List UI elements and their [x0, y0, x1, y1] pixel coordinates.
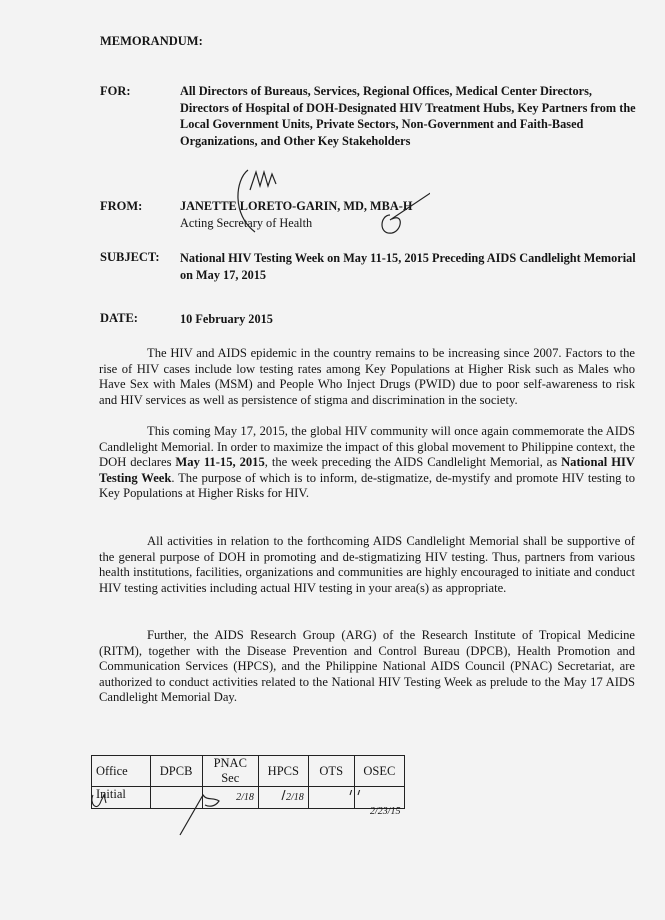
initial-cell: 2/18 [258, 787, 308, 809]
date-label: DATE: [100, 311, 138, 325]
paragraph-3: All activities in relation to the forthcoming AIDS Candlelight Memorial shall be supportive of the general purpose of DOH in promoting and de-stigmatizing HIV testing. Thus, partners from various health institutions, facilities, organizations and communities are highly encouraged to initiate and conduct HIV testing activities including actual HIV testing in your area(s) as appropriate. [99, 534, 635, 595]
from-name: JANETTE LORETO-GARIN, MD, MBA-H [180, 199, 413, 213]
from-label: FROM: [100, 199, 143, 213]
p2-dates: May 11-15, 2015 [175, 455, 265, 470]
subject-value: National HIV Testing Week on May 11-15, 2015 Preceding AIDS Candlelight Memorial on May 17, 2015 [180, 251, 636, 282]
header-cell: OSEC [354, 756, 404, 787]
initial-cell: 2/18 [202, 787, 258, 809]
header-cell: Office [92, 756, 151, 787]
row-label: Initial [92, 787, 151, 809]
table-row [92, 756, 405, 787]
paragraph-1: The HIV and AIDS epidemic in the country remains to be increasing since 2007. Factors to the rise of HIV cases include low testing rates among Key Populations at Higher Risk such as Males who Have Sex with Males (MSM) and People Who Inject Drugs (PWID) due to poor self-awareness to risk and HIV services as well as persistence of stigma and discrimination in the society. [99, 346, 635, 407]
signature [230, 160, 430, 240]
subject-label: SUBJECT: [100, 250, 160, 264]
header-cell: OTS [308, 756, 354, 787]
header-cell: DPCB [150, 756, 202, 787]
header-cell: PNAC Sec [202, 756, 258, 787]
p2-text: , the week preceding the AIDS Candlelight Memorial, as [264, 455, 562, 470]
p2-text: . The purpose of which is to inform, de-stigmatize, de-mystify and promote HIV testing to Key Populations at Higher Risks for HIV. [99, 470, 636, 501]
date-value: 10 February 2015 [180, 312, 273, 326]
ots-date: 2/23/15 [370, 806, 401, 817]
for-label: FOR: [100, 84, 131, 98]
memo-heading: MEMORANDUM: [100, 34, 203, 48]
for-value: All Directors of Bureaus, Services, Regional Offices, Medical Center Directors, Directors of Hospital of DOH-Designated HIV Treatment Hubs, Key Partners from the Local Government Units, Private Sectors, Non-Government and Faith-Based Organizations, and Other Key Stakeholders [180, 84, 636, 148]
handwritten-initials [88, 790, 488, 840]
paragraph-4: Further, the AIDS Research Group (ARG) of the Research Institute of Tropical Medicine (RITM), together with the Disease Prevention and Control Bureau (DPCB), Health Promotion and Communication Services (HPCS), and the Philippine National AIDS Council (PNAC) Secretariat, are authorized to conduct activities related to the National HIV Testing Week as prelude to the May 17 AIDS Candlelight Memorial Day. [99, 628, 635, 705]
from-title: Acting Secretary of Health [180, 215, 313, 230]
p2-event: National HIV Testing Week [99, 455, 635, 485]
paragraph-2 [99, 424, 635, 502]
p2-text: This coming May 17, 2015, the global HIV community will once again commemorate the AIDS Candlelight Memorial. In order to maximize the impact of this global movement to Philippine context, the DOH declares [99, 424, 635, 470]
header-cell: HPCS [258, 756, 308, 787]
